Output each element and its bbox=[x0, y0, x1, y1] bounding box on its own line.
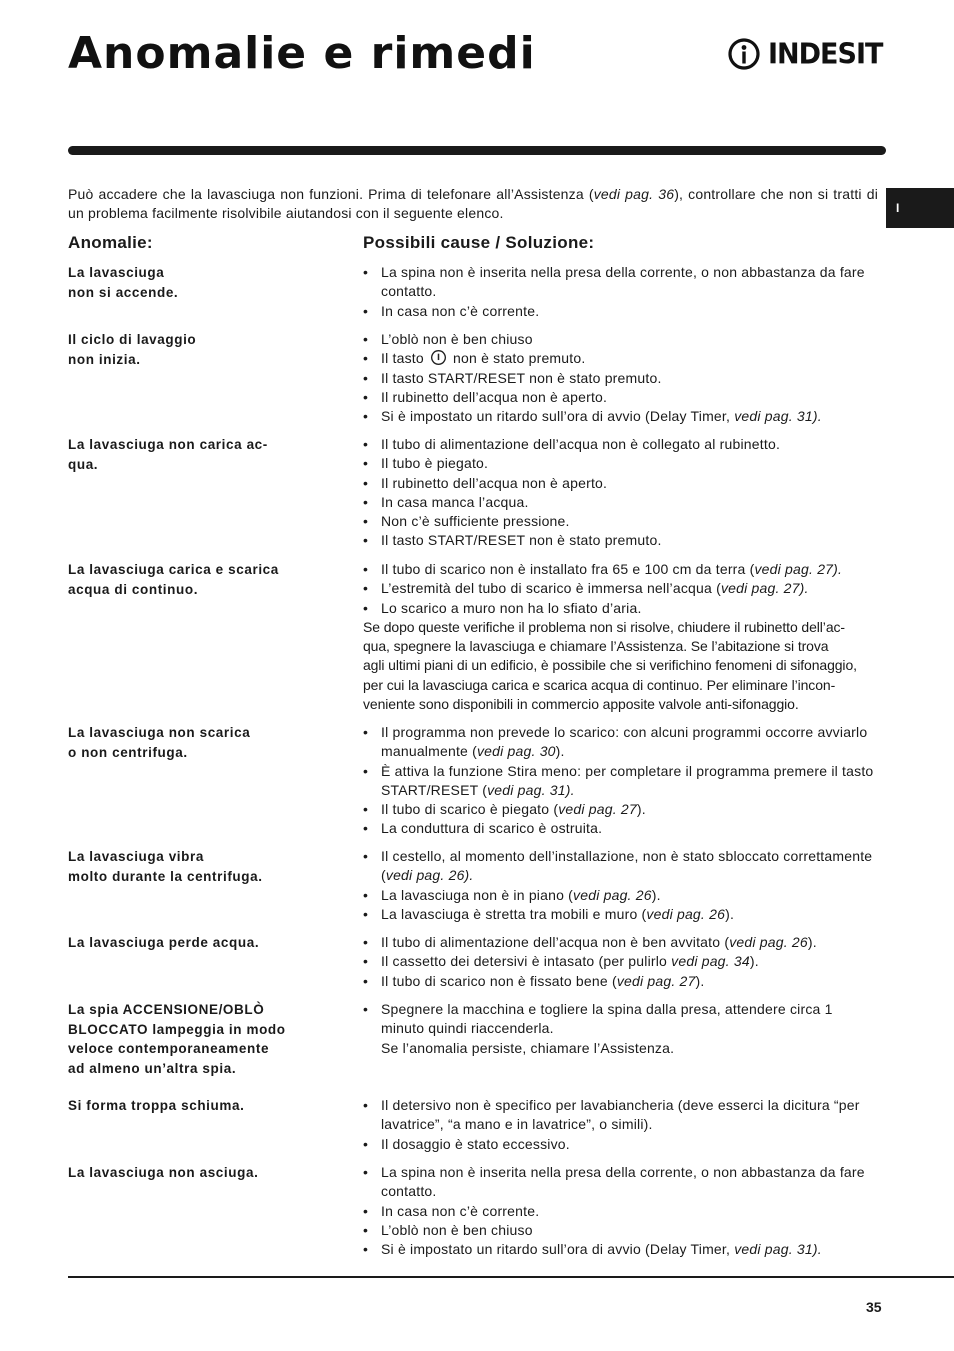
page-reference: vedi pag. 31). bbox=[734, 408, 822, 425]
solution-item bbox=[363, 1202, 878, 1221]
solution-text: Il rubinetto dell’acqua non è aperto. bbox=[381, 388, 608, 405]
solution-text: Non c’è sufficiente pressione. bbox=[381, 513, 570, 530]
solution-block bbox=[363, 330, 878, 426]
solution-text: La conduttura di scarico è ostruita. bbox=[381, 820, 603, 837]
page-reference: vedi pag. 30 bbox=[476, 743, 556, 760]
solution-text: Il detersivo non è specifico per lavabiancheria (deve esserci la dicitura “per lavatrice”, “a mano e in lavatrice”, o simili). bbox=[381, 1097, 860, 1133]
solution-text: In casa non c’è corrente. bbox=[381, 302, 540, 319]
anomaly-label: La spia ACCENSIONE/OBLÒ BLOCCATO lampeggia in modo veloce contemporaneamente ad almeno un’altra spia. bbox=[68, 1002, 286, 1076]
solution-note: Se dopo queste verifiche il problema non si risolve, chiudere il rubinetto dell’ac- qua, spegnere la lavasciuga e chiamare l’Assistenza. Se l’abitazione si trova agli ultimi piani di un edificio, è possibile che si verifichino fenomeni di sifonaggio, per cui la lavasciuga carica e scarica acqua di continuo. Per eliminare l’incon- veniente sono disponibili in commercio apposite valvole anti-sifonaggio. bbox=[363, 618, 857, 713]
solution-text: Il tasto START/RESET non è stato premuto. bbox=[381, 532, 662, 549]
page-reference: vedi pag. 34 bbox=[671, 953, 750, 970]
solution-item bbox=[363, 819, 878, 838]
solution-item bbox=[363, 886, 878, 905]
solution-text: La lavasciuga non è in piano ( bbox=[381, 886, 574, 903]
page-reference: vedi pag. 27 bbox=[616, 972, 696, 989]
page-reference: vedi pag. 26 bbox=[729, 934, 808, 950]
solution-text: In casa non c’è corrente. bbox=[381, 1202, 540, 1219]
solution-text: Il tubo è piegato. bbox=[381, 455, 489, 472]
solution-text: È attiva la funzione Stira meno: per completare il programma premere il tasto START/RESET ( bbox=[381, 762, 874, 798]
solution-text: Il dosaggio è stato eccessivo. bbox=[381, 1135, 570, 1152]
indesit-power-logo-icon bbox=[726, 36, 762, 72]
solution-text: Il rubinetto dell’acqua non è aperto. bbox=[381, 474, 608, 491]
solution-list bbox=[363, 1163, 878, 1259]
solution-text: Il cestello, al momento dell’installazione, non è stato sbloccato correttamente ( bbox=[381, 848, 873, 884]
power-button-icon bbox=[430, 349, 447, 366]
solution-item bbox=[363, 263, 878, 302]
solution-list bbox=[363, 847, 878, 924]
solution-text: L’oblò non è ben chiuso bbox=[381, 331, 533, 347]
solution-text-after: ). bbox=[695, 972, 705, 989]
page-reference: vedi pag. 27). bbox=[720, 580, 809, 597]
solution-item bbox=[363, 723, 878, 762]
solution-item bbox=[363, 1135, 878, 1154]
solution-item bbox=[363, 905, 878, 924]
solution-list bbox=[363, 435, 878, 551]
solution-text: Il tubo di scarico non è installato fra 65 e 100 cm da terra ( bbox=[381, 561, 755, 577]
solution-list bbox=[363, 330, 878, 426]
solution-item bbox=[363, 330, 878, 349]
solution-text: In casa manca l’acqua. bbox=[381, 493, 529, 510]
language-tab-label: I bbox=[896, 201, 900, 215]
anomaly-label: La lavasciuga carica e scarica acqua di continuo. bbox=[68, 562, 279, 597]
solution-list bbox=[363, 1000, 878, 1058]
solution-item bbox=[363, 531, 878, 550]
solution-text-after: ). bbox=[636, 801, 646, 818]
intro-text bbox=[68, 185, 878, 223]
brand-name: INDESIT bbox=[768, 37, 883, 71]
causes-heading: Possibili cause / Soluzione: bbox=[363, 233, 595, 252]
solution-text-after: ). bbox=[807, 934, 817, 950]
page-reference: vedi pag. 31). bbox=[487, 781, 575, 798]
solution-list bbox=[363, 933, 878, 991]
solution-block bbox=[363, 847, 878, 924]
solution-block bbox=[363, 263, 878, 321]
solution-text: L’estremità del tubo di scarico è immersa nell’acqua ( bbox=[381, 580, 721, 597]
solution-text: Lo scarico a muro non ha lo sfiato d’aria. bbox=[381, 599, 642, 616]
solution-item bbox=[363, 454, 878, 473]
anomaly-label: Si forma troppa schiuma. bbox=[68, 1098, 245, 1113]
solution-text: Si è impostato un ritardo sull’ora di avvio (Delay Timer, bbox=[381, 1241, 735, 1258]
solution-text-after: ). bbox=[749, 953, 759, 970]
solution-item bbox=[363, 599, 878, 618]
solution-block bbox=[363, 1000, 878, 1058]
solution-item bbox=[363, 933, 878, 952]
solution-text: Il cassetto dei detersivi è intasato (per pulirlo bbox=[381, 953, 672, 970]
language-tab bbox=[886, 188, 954, 228]
page-reference: vedi pag. 26). bbox=[385, 867, 474, 884]
solution-item bbox=[363, 388, 878, 407]
solution-text: La spina non è inserita nella presa della corrente, o non abbastanza da fare contatto. bbox=[381, 1164, 865, 1200]
anomaly-label: La lavasciuga non scarica o non centrifuga. bbox=[68, 725, 251, 760]
solution-text-after: ). bbox=[725, 905, 735, 922]
anomaly-label: La lavasciuga non carica ac- qua. bbox=[68, 437, 268, 472]
solution-item bbox=[363, 1000, 878, 1058]
solution-item bbox=[363, 493, 878, 512]
solution-text: Il tasto START/RESET non è stato premuto. bbox=[381, 369, 662, 386]
solution-block bbox=[363, 560, 878, 714]
page-reference: vedi pag. 26 bbox=[646, 905, 726, 922]
solution-block bbox=[363, 723, 878, 839]
solution-item bbox=[363, 560, 878, 579]
page-reference: vedi pag. 27 bbox=[558, 801, 637, 818]
intro-after: ), controllare che non si tratti di un problema facilmente risolvibile aiutandosi con il seguente elenco. bbox=[68, 186, 879, 221]
solution-list bbox=[363, 560, 878, 618]
solution-item bbox=[363, 952, 878, 971]
solution-item bbox=[363, 1221, 878, 1240]
solution-text: Il programma non prevede lo scarico: con alcuni programmi occorre avviarlo manualmente ( bbox=[381, 724, 868, 760]
solution-list bbox=[363, 263, 878, 321]
solution-item bbox=[363, 1096, 878, 1135]
page-title: Anomalie e rimedi bbox=[68, 28, 536, 79]
solution-text: Si è impostato un ritardo sull’ora di avvio (Delay Timer, bbox=[381, 408, 735, 425]
solution-text-after: ). bbox=[651, 886, 661, 903]
solution-text-after: non è stato premuto. bbox=[453, 350, 586, 367]
solution-text-after: ). bbox=[555, 743, 565, 760]
solution-block bbox=[363, 435, 878, 551]
solution-text: L’oblò non è ben chiuso bbox=[381, 1221, 533, 1238]
solution-item bbox=[363, 579, 878, 598]
page-reference: vedi pag. 31). bbox=[734, 1241, 822, 1258]
solution-item bbox=[363, 1163, 878, 1202]
solution-item bbox=[363, 800, 878, 819]
page-reference: vedi pag. 27). bbox=[754, 561, 843, 577]
anomaly-label: La lavasciuga vibra molto durante la centrifuga. bbox=[68, 849, 263, 884]
footer-rule bbox=[68, 1276, 954, 1278]
solution-text: La lavasciuga è stretta tra mobili e muro ( bbox=[381, 905, 647, 922]
solution-item bbox=[363, 369, 878, 388]
page-reference: vedi pag. 26 bbox=[573, 886, 652, 903]
solution-item bbox=[363, 435, 878, 454]
solution-text: Il tubo di scarico non è fissato bene ( bbox=[381, 972, 617, 989]
solution-item bbox=[363, 1240, 878, 1259]
solution-text: La spina non è inserita nella presa della corrente, o non abbastanza da fare contatto. bbox=[381, 264, 865, 300]
solution-item bbox=[363, 972, 878, 991]
intro-before: Può accadere che la lavasciuga non funzioni. Prima di telefonare all’Assistenza ( bbox=[68, 186, 594, 202]
page-number: 35 bbox=[866, 1299, 882, 1315]
solution-item bbox=[363, 302, 878, 321]
solution-text: Il tubo di alimentazione dell’acqua non è collegato al rubinetto. bbox=[381, 436, 781, 452]
solution-item bbox=[363, 349, 878, 368]
solution-item bbox=[363, 847, 878, 886]
solution-item bbox=[363, 474, 878, 493]
solution-text: Il tubo di alimentazione dell’acqua non è ben avvitato ( bbox=[381, 934, 730, 950]
solution-list bbox=[363, 723, 878, 839]
solution-text: Il tubo di scarico è piegato ( bbox=[381, 801, 559, 818]
solution-text: Spegnere la macchina e togliere la spina dalla presa, attendere circa 1 minuto quindi riaccenderla. Se l’anomalia persiste, chiamare l’Assistenza. bbox=[381, 1001, 833, 1056]
solution-item bbox=[363, 407, 878, 426]
solution-block bbox=[363, 1163, 878, 1259]
anomaly-label: Il ciclo di lavaggio non inizia. bbox=[68, 332, 197, 367]
header-rule bbox=[68, 146, 886, 155]
solution-list bbox=[363, 1096, 878, 1154]
solution-block bbox=[363, 933, 878, 991]
solution-block bbox=[363, 1096, 878, 1154]
anomaly-label: La lavasciuga non asciuga. bbox=[68, 1165, 259, 1180]
anomalies-heading: Anomalie: bbox=[68, 233, 153, 252]
solution-item bbox=[363, 762, 878, 801]
intro-ref: vedi pag. 36 bbox=[593, 186, 675, 202]
solution-item bbox=[363, 512, 878, 531]
anomaly-label: La lavasciuga perde acqua. bbox=[68, 935, 260, 950]
anomaly-label: La lavasciuga non si accende. bbox=[68, 265, 179, 300]
brand-logo bbox=[726, 32, 882, 76]
solution-text: Il tasto bbox=[381, 350, 424, 367]
